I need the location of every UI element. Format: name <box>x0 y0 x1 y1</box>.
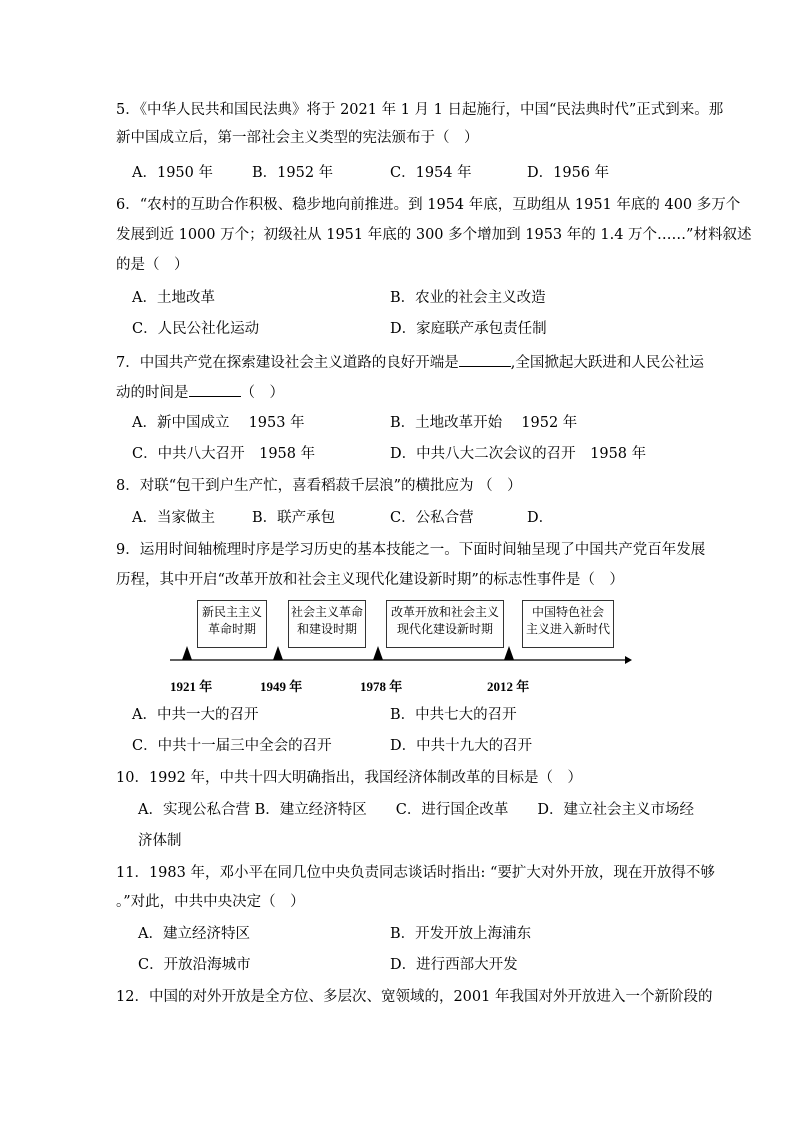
q7-blank-1 <box>459 352 511 367</box>
q7-option-c[interactable]: C．中共八大召开 1958 年 <box>132 446 316 462</box>
q11-option-c[interactable]: C．开放沿海城市 <box>138 957 251 973</box>
q5-option-b[interactable]: B．1952 年 <box>252 165 334 181</box>
q5-option-a[interactable]: A．1950 年 <box>132 165 213 181</box>
q6-option-d[interactable]: D．家庭联产承包责任制 <box>390 321 547 337</box>
timeline-marker-1949 <box>273 646 283 660</box>
q7-stem-line2-part1: 动的时间是 <box>116 385 189 401</box>
timeline-year-2012: 2012 年 <box>487 679 530 694</box>
timeline-marker-1978 <box>373 646 383 660</box>
q7-stem-line2-part2: （ ） <box>240 385 284 401</box>
q7-stem-line2 <box>116 382 284 403</box>
era-4-line2: 主义进入新时代 <box>525 622 610 636</box>
era-1-line2: 革命时期 <box>207 622 256 636</box>
q11-stem-line2: 。”对此，中共中央决定（ ） <box>116 894 305 910</box>
q6-option-b[interactable]: B．农业的社会主义改造 <box>390 290 546 306</box>
timeline-era-box-3 <box>386 600 504 648</box>
q7-option-d[interactable]: D．中共八大二次会议的召开 1958 年 <box>390 446 647 462</box>
q8-option-b[interactable]: B．联产承包 <box>252 510 336 526</box>
q6-option-c[interactable]: C．人民公社化运动 <box>132 321 260 337</box>
q6-stem-line1: 6．“农村的互助合作积极、稳步地向前推进。到 1954 年底，互助组从 1951 年底的 400 多万个 <box>116 197 741 213</box>
timeline-year-1921: 1921 年 <box>170 679 213 694</box>
q10-stem-line1: 10．1992 年，中共十四大明确指出，我国经济体制改革的目标是（ ） <box>116 770 582 786</box>
q9-stem-line2: 历程，其中开启“改革开放和社会主义现代化建设新时期”的标志性事件是（ ） <box>116 572 624 588</box>
timeline-era-box-2 <box>288 600 366 648</box>
timeline-axis-arrow <box>170 650 640 670</box>
timeline-year-1949: 1949 年 <box>260 679 303 694</box>
era-4-line1: 中国特色社会 <box>531 605 604 619</box>
q11-stem-line1: 11．1983 年，邓小平在同几位中央负责同志谈话时指出: “要扩大对外开放，现在开放得不够 <box>116 865 715 881</box>
timeline-year-1978: 1978 年 <box>360 679 403 694</box>
timeline-marker-2012 <box>504 646 514 660</box>
q5-stem-line2: 新中国成立后，第一部社会主义类型的宪法颁布于（ ） <box>116 130 479 146</box>
era-3-line2: 现代化建设新时期 <box>396 622 493 636</box>
q8-stem-line1: 8．对联“包干到户生产忙，喜看稻菽千层浪”的横批应为 （ ） <box>116 478 522 494</box>
q6-option-a[interactable]: A．土地改革 <box>132 290 215 306</box>
q11-option-a[interactable]: A．建立经济特区 <box>138 926 250 942</box>
history-timeline-figure <box>170 600 640 698</box>
q7-option-b[interactable]: B．土地改革开始 1952 年 <box>390 415 578 431</box>
timeline-marker-1921 <box>182 646 192 660</box>
q7-stem-line1-part2: ,全国掀起大跃进和人民公社运 <box>510 355 704 371</box>
q8-option-a[interactable]: A．当家做主 <box>132 510 215 526</box>
q5-option-d[interactable]: D．1956 年 <box>527 165 610 181</box>
q11-option-d[interactable]: D．进行西部大开发 <box>390 957 518 973</box>
q9-option-b[interactable]: B．中共七大的召开 <box>390 707 517 723</box>
q10-options-line[interactable]: A．实现公私合营 B．建立经济特区 C．进行国企改革 D．建立社会主义市场经 <box>138 802 694 818</box>
q10-options-line-cont: 济体制 <box>138 833 182 849</box>
q8-option-c[interactable]: C．公私合营 <box>390 510 474 526</box>
q7-stem-line1 <box>116 352 704 373</box>
q5-option-c[interactable]: C．1954 年 <box>390 165 472 181</box>
q6-stem-line2: 发展到近 1000 万个；初级社从 1951 年底的 300 多个增加到 1953 年的 1.4 万个……”材料叙述 <box>116 227 752 243</box>
q6-stem-line3: 的是（ ） <box>116 257 189 273</box>
q9-stem-line1: 9．运用时间轴梳理时序是学习历史的基本技能之一。下面时间轴呈现了中国共产党百年发展 <box>116 542 706 558</box>
era-3-line1: 改革开放和社会主义 <box>390 605 499 619</box>
q8-option-d[interactable]: D． <box>527 510 554 526</box>
era-2-line2: 和建设时期 <box>296 622 357 636</box>
q7-stem-line1-part1: 7．中国共产党在探索建设社会主义道路的良好开端是 <box>116 355 459 371</box>
q9-option-a[interactable]: A．中共一大的召开 <box>132 707 259 723</box>
q5-stem-line1: 5．《中华人民共和国民法典》将于 2021 年 1 月 1 日起施行，中国“民法典时代”正式到来。那 <box>116 102 724 118</box>
q7-blank-2 <box>189 382 241 397</box>
timeline-era-box-4 <box>522 600 614 648</box>
q12-stem-line1: 12．中国的对外开放是全方位、多层次、宽领域的，2001 年我国对外开放进入一个新阶段的 <box>116 989 713 1005</box>
era-2-line1: 社会主义革命 <box>290 605 363 619</box>
era-1-line1: 新民主主义 <box>201 605 262 619</box>
q11-option-b[interactable]: B．开发开放上海浦东 <box>390 926 532 942</box>
q9-option-c[interactable]: C．中共十一届三中全会的召开 <box>132 738 332 754</box>
q7-option-a[interactable]: A．新中国成立 1953 年 <box>132 415 305 431</box>
q9-option-d[interactable]: D．中共十九大的召开 <box>390 738 533 754</box>
timeline-era-box-1 <box>197 600 267 648</box>
